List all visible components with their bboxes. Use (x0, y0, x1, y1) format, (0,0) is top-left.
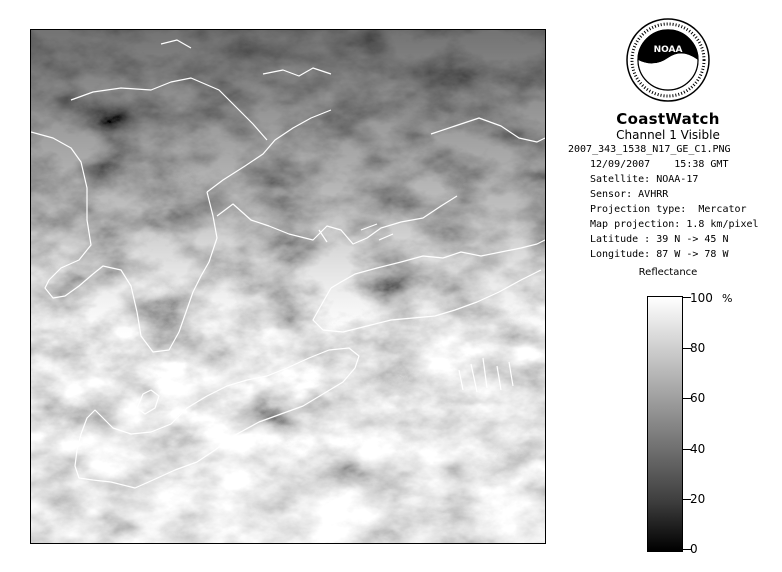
filename: 2007_343_1538_N17_GE_C1.PNG (568, 144, 731, 155)
map-projection: Map projection: 1.8 km/pixel (590, 219, 759, 230)
scale-unit: % (722, 292, 733, 305)
projection-type: Projection type: Mercator (590, 204, 747, 215)
legend-panel (562, 18, 774, 278)
noaa-logo-icon (626, 18, 710, 102)
longitude-range: Longitude: 87 W -> 78 W (590, 249, 729, 260)
satellite-image-svg (31, 30, 545, 543)
product-title: CoastWatch (616, 110, 720, 128)
scale-label-20: 20 (690, 492, 706, 506)
reflectance-color-bar (647, 296, 683, 552)
scale-label-60: 60 (690, 391, 706, 405)
scale-title: Reflectance (638, 267, 698, 278)
cloud-shading (31, 30, 545, 543)
satellite: Satellite: NOAA-17 (590, 174, 699, 185)
scale-label-100: 100 (690, 291, 713, 305)
metadata-block (562, 142, 774, 262)
svg-text:NOAA: NOAA (653, 45, 683, 55)
datetime: 12/09/2007 15:38 GMT (590, 159, 729, 170)
sensor: Sensor: AVHRR (590, 189, 669, 200)
scale-label-40: 40 (690, 442, 706, 456)
satellite-image (30, 29, 546, 544)
latitude-range: Latitude : 39 N -> 45 N (590, 234, 729, 245)
scale-label-0: 0 (690, 542, 698, 556)
scale-label-80: 80 (690, 341, 706, 355)
channel-subtitle: Channel 1 Visible (616, 128, 720, 142)
